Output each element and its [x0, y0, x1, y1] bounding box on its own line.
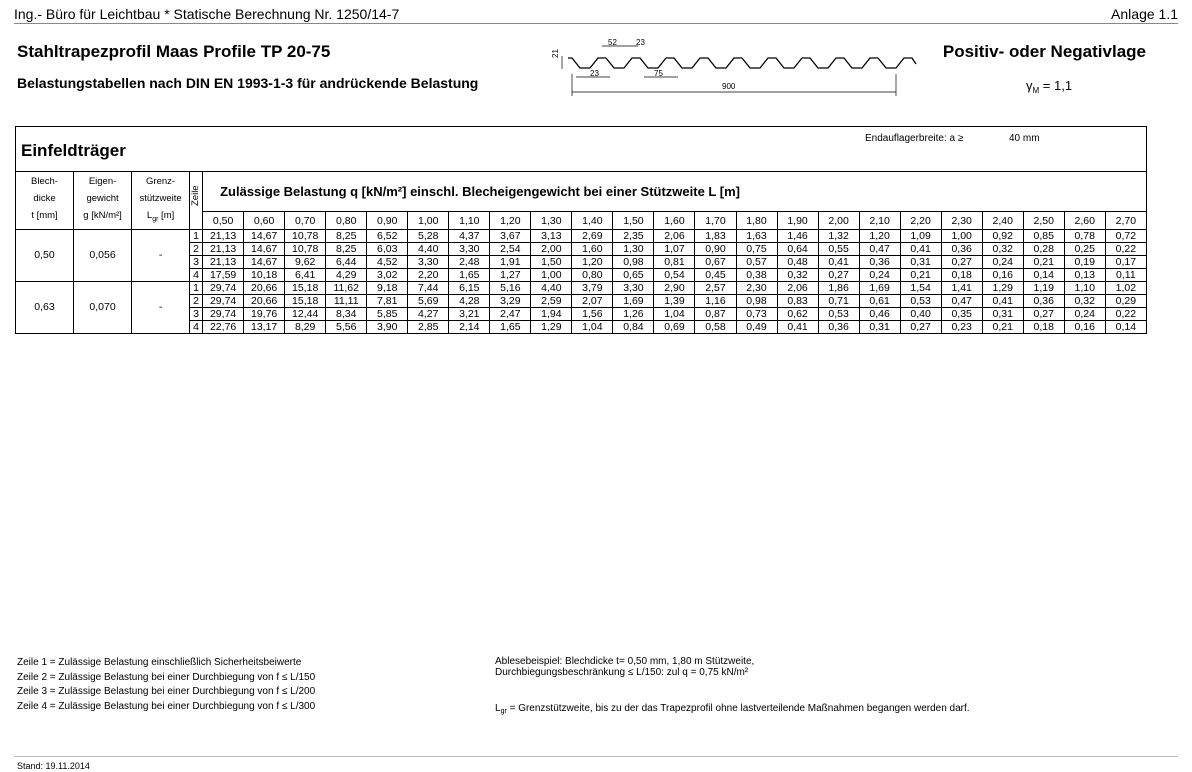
- load-value-cell: 21,13: [203, 242, 244, 255]
- load-value-cell: 0,53: [900, 294, 941, 307]
- load-value-cell: 11,62: [326, 281, 367, 294]
- load-value-cell: 21,13: [203, 229, 244, 242]
- load-value-cell: 10,18: [244, 268, 285, 281]
- zeile-cell: 4: [190, 268, 203, 281]
- load-value-cell: 3,21: [449, 307, 490, 320]
- span-value: 2,40: [982, 212, 1023, 230]
- load-value-cell: 3,29: [490, 294, 531, 307]
- load-value-cell: 0,54: [654, 268, 695, 281]
- dim-top2: 23: [636, 38, 645, 47]
- load-value-cell: 2,54: [490, 242, 531, 255]
- load-value-cell: 0,65: [613, 268, 654, 281]
- span-value: 1,70: [695, 212, 736, 230]
- load-value-cell: 0,90: [695, 242, 736, 255]
- load-value-cell: 0,53: [818, 307, 859, 320]
- gamma-factor: [1026, 78, 1072, 93]
- load-value-cell: 0,47: [859, 242, 900, 255]
- span-value: 1,10: [449, 212, 490, 230]
- load-value-cell: 1,32: [818, 229, 859, 242]
- table-row: [16, 229, 1147, 242]
- load-value-cell: 0,36: [941, 242, 982, 255]
- load-value-cell: 0,41: [900, 242, 941, 255]
- load-value-cell: 0,25: [1064, 242, 1105, 255]
- load-value-cell: 2,20: [408, 268, 449, 281]
- load-value-cell: 2,06: [777, 281, 818, 294]
- span-value: 2,10: [859, 212, 900, 230]
- load-value-cell: 3,30: [449, 242, 490, 255]
- lgr-subscript: gr: [500, 708, 507, 715]
- load-value-cell: 0,24: [859, 268, 900, 281]
- zeile-cell: 4: [190, 320, 203, 333]
- load-value-cell: 1,41: [941, 281, 982, 294]
- load-value-cell: 0,19: [1064, 255, 1105, 268]
- hdr-limit-symbol: L: [146, 210, 153, 221]
- limit-span-note: [495, 703, 970, 714]
- legend-line-3: Zeile 3 = Zulässige Belastung bei einer Durchbiegung von f ≤ L/200: [17, 686, 316, 697]
- load-value-cell: 0,40: [900, 307, 941, 320]
- load-value-cell: 1,16: [695, 294, 736, 307]
- load-value-cell: 1,10: [1064, 281, 1105, 294]
- span-value: 2,50: [1023, 212, 1064, 230]
- load-value-cell: 3,90: [367, 320, 408, 333]
- load-value-cell: 7,44: [408, 281, 449, 294]
- load-value-cell: 15,18: [285, 281, 326, 294]
- load-value-cell: 1,30: [613, 242, 654, 255]
- load-value-cell: 21,13: [203, 255, 244, 268]
- hdr-weight-l2: gewicht: [86, 193, 119, 204]
- load-value-cell: 0,57: [736, 255, 777, 268]
- load-value-cell: 0,27: [818, 268, 859, 281]
- load-value-cell: 1,02: [1105, 281, 1146, 294]
- load-value-cell: 0,31: [859, 320, 900, 333]
- hdr-weight-l3: g [kN/m²]: [83, 210, 122, 221]
- limit-cell: -: [132, 281, 190, 333]
- load-value-cell: 1,09: [900, 229, 941, 242]
- load-value-cell: 29,74: [203, 307, 244, 320]
- load-value-cell: 4,40: [408, 242, 449, 255]
- load-value-cell: 2,47: [490, 307, 531, 320]
- load-value-cell: 6,52: [367, 229, 408, 242]
- load-value-cell: 1,65: [490, 320, 531, 333]
- load-value-cell: 0,92: [982, 229, 1023, 242]
- load-value-cell: 0,49: [736, 320, 777, 333]
- load-value-cell: 3,30: [613, 281, 654, 294]
- span-header: Zulässige Belastung q [kN/m²] einschl. Blecheigengewicht bei einer Stützweite L [m]: [203, 172, 1147, 212]
- load-value-cell: 2,06: [654, 229, 695, 242]
- col-weight-header: [74, 172, 132, 230]
- load-value-cell: 0,28: [1023, 242, 1064, 255]
- load-value-cell: 1,63: [736, 229, 777, 242]
- load-value-cell: 8,29: [285, 320, 326, 333]
- load-value-cell: 0,22: [1105, 307, 1146, 320]
- load-value-cell: 1,46: [777, 229, 818, 242]
- zeile-label: Zeile: [190, 185, 202, 207]
- hdr-thickness-l2: dicke: [33, 193, 56, 204]
- hdr-weight-l1: Eigen-: [88, 176, 117, 187]
- load-value-cell: 9,18: [367, 281, 408, 294]
- load-value-cell: 0,78: [1064, 229, 1105, 242]
- hdr-thickness-l3: t [mm]: [31, 210, 58, 221]
- span-value: 1,20: [490, 212, 531, 230]
- span-value: 1,90: [777, 212, 818, 230]
- hdr-limit-unit: [m]: [158, 210, 175, 221]
- load-value-cell: 29,74: [203, 281, 244, 294]
- zeile-cell: 3: [190, 255, 203, 268]
- span-value: 0,70: [285, 212, 326, 230]
- lgr-symbol: L: [495, 703, 501, 714]
- load-value-cell: 0,36: [818, 320, 859, 333]
- load-value-cell: 2,07: [572, 294, 613, 307]
- load-value-cell: 0,32: [982, 242, 1023, 255]
- load-value-cell: 1,65: [449, 268, 490, 281]
- header-office: Ing.- Büro für Leichtbau * Statische Berechnung Nr. 1250/14-7: [14, 6, 400, 22]
- page-title: Stahltrapezprofil Maas Profile TP 20-75: [17, 42, 331, 61]
- position-label: Positiv- oder Negativlage: [942, 42, 1146, 61]
- load-value-cell: 3,13: [531, 229, 572, 242]
- load-value-cell: 0,11: [1105, 268, 1146, 281]
- load-value-cell: 1,04: [654, 307, 695, 320]
- load-value-cell: 3,79: [572, 281, 613, 294]
- span-value: 1,50: [613, 212, 654, 230]
- load-value-cell: 20,66: [244, 294, 285, 307]
- load-value-cell: 1,20: [859, 229, 900, 242]
- dim-height: 21: [551, 49, 560, 58]
- span-value: 1,40: [572, 212, 613, 230]
- legend-line-4: Zeile 4 = Zulässige Belastung bei einer Durchbiegung von f ≤ L/300: [17, 700, 316, 712]
- load-value-cell: 0,41: [982, 294, 1023, 307]
- load-value-cell: 4,27: [408, 307, 449, 320]
- load-value-cell: 8,25: [326, 242, 367, 255]
- load-value-cell: 1,69: [613, 294, 654, 307]
- load-value-cell: 2,59: [531, 294, 572, 307]
- load-value-cell: 1,29: [531, 320, 572, 333]
- load-value-cell: 1,83: [695, 229, 736, 242]
- load-value-cell: 0,24: [1064, 307, 1105, 320]
- support-width-value: 40 mm: [1009, 133, 1040, 144]
- load-value-cell: 3,67: [490, 229, 531, 242]
- load-value-cell: 5,16: [490, 281, 531, 294]
- load-value-cell: 14,67: [244, 229, 285, 242]
- hdr-limit-l3: [133, 207, 188, 228]
- load-value-cell: 0,38: [736, 268, 777, 281]
- load-value-cell: 0,47: [941, 294, 982, 307]
- load-value-cell: 14,67: [244, 255, 285, 268]
- span-value: 2,60: [1064, 212, 1105, 230]
- span-value: 2,30: [941, 212, 982, 230]
- load-value-cell: 1,27: [490, 268, 531, 281]
- load-value-cell: 0,18: [941, 268, 982, 281]
- load-value-cell: 1,54: [900, 281, 941, 294]
- load-value-cell: 3,30: [408, 255, 449, 268]
- load-value-cell: 2,35: [613, 229, 654, 242]
- load-value-cell: 1,20: [572, 255, 613, 268]
- load-value-cell: 5,28: [408, 229, 449, 242]
- load-value-cell: 1,29: [982, 281, 1023, 294]
- document-header: [14, 4, 1178, 24]
- load-value-cell: 5,85: [367, 307, 408, 320]
- example-line-2: Durchbiegungsbeschränkung ≤ L/150: zul q = 0,75 kN/m²: [495, 667, 749, 678]
- load-value-cell: 0,62: [777, 307, 818, 320]
- load-value-cell: 0,73: [736, 307, 777, 320]
- load-value-cell: 0,32: [1064, 294, 1105, 307]
- load-value-cell: 0,14: [1105, 320, 1146, 333]
- load-value-cell: 19,76: [244, 307, 285, 320]
- legend-line-1: Zeile 1 = Zulässige Belastung einschließlich Sicherheitsbeiwerte: [17, 657, 302, 668]
- load-value-cell: 0,27: [900, 320, 941, 333]
- load-value-cell: 0,84: [613, 320, 654, 333]
- reading-example: [495, 656, 754, 678]
- load-value-cell: 2,30: [736, 281, 777, 294]
- load-value-cell: 1,00: [531, 268, 572, 281]
- load-value-cell: 1,91: [490, 255, 531, 268]
- span-value: 0,80: [326, 212, 367, 230]
- load-value-cell: 0,83: [777, 294, 818, 307]
- col-limit-header: [132, 172, 190, 230]
- load-value-cell: 0,75: [736, 242, 777, 255]
- table-row: [16, 281, 1147, 294]
- span-value: 0,50: [203, 212, 244, 230]
- dim-pitch: 75: [654, 69, 663, 78]
- lgr-text: = Grenzstützweite, bis zu der das Trapezprofil ohne lastverteilende Maßnahmen begangen werden darf.: [506, 703, 970, 714]
- weight-cell: 0,056: [74, 229, 132, 281]
- load-value-cell: 5,56: [326, 320, 367, 333]
- weight-cell: 0,070: [74, 281, 132, 333]
- load-value-cell: 20,66: [244, 281, 285, 294]
- thickness-cell: 0,63: [16, 281, 74, 333]
- load-value-cell: 2,14: [449, 320, 490, 333]
- load-value-cell: 1,26: [613, 307, 654, 320]
- load-value-cell: 0,27: [941, 255, 982, 268]
- load-value-cell: 4,29: [326, 268, 367, 281]
- dim-top1: 52: [608, 38, 617, 47]
- load-value-cell: 0,98: [613, 255, 654, 268]
- load-value-cell: 0,31: [982, 307, 1023, 320]
- load-value-cell: 1,00: [941, 229, 982, 242]
- load-value-cell: 2,48: [449, 255, 490, 268]
- load-value-cell: 1,39: [654, 294, 695, 307]
- legend-line-2: Zeile 2 = Zulässige Belastung bei einer Durchbiegung von f ≤ L/150: [17, 671, 316, 683]
- hdr-limit-l2: stützweite: [139, 193, 182, 204]
- load-value-cell: 0,17: [1105, 255, 1146, 268]
- span-value: 2,20: [900, 212, 941, 230]
- stand-date: Stand: 19.11.2014: [17, 761, 90, 771]
- load-value-cell: 10,78: [285, 229, 326, 242]
- gamma-symbol: γ: [1026, 78, 1033, 93]
- load-value-cell: 2,69: [572, 229, 613, 242]
- span-value: 2,00: [818, 212, 859, 230]
- load-value-cell: 1,69: [859, 281, 900, 294]
- col-thickness-header: [16, 172, 74, 230]
- span-value: 0,90: [367, 212, 408, 230]
- load-value-cell: 0,36: [859, 255, 900, 268]
- load-value-cell: 0,41: [818, 255, 859, 268]
- load-value-cell: 0,18: [1023, 320, 1064, 333]
- dim-width: 900: [722, 82, 736, 91]
- load-value-cell: 0,48: [777, 255, 818, 268]
- load-value-cell: 8,25: [326, 229, 367, 242]
- load-value-cell: 2,85: [408, 320, 449, 333]
- load-value-cell: 0,21: [900, 268, 941, 281]
- load-value-cell: 0,21: [982, 320, 1023, 333]
- footer-divider: [14, 756, 1178, 757]
- load-value-cell: 0,16: [982, 268, 1023, 281]
- support-width-label: Endauflagerbreite: a ≥: [865, 133, 964, 144]
- gamma-subscript: M: [1032, 86, 1040, 95]
- limit-cell: -: [132, 229, 190, 281]
- load-value-cell: 1,50: [531, 255, 572, 268]
- load-value-cell: 2,57: [695, 281, 736, 294]
- load-value-cell: 0,22: [1105, 242, 1146, 255]
- load-value-cell: 14,67: [244, 242, 285, 255]
- load-value-cell: 4,28: [449, 294, 490, 307]
- load-value-cell: 8,34: [326, 307, 367, 320]
- load-value-cell: 0,87: [695, 307, 736, 320]
- load-value-cell: 11,11: [326, 294, 367, 307]
- span-value: 1,30: [531, 212, 572, 230]
- col-zeile-header: [190, 172, 203, 230]
- load-value-cell: 1,56: [572, 307, 613, 320]
- load-value-cell: 7,81: [367, 294, 408, 307]
- load-value-cell: 4,40: [531, 281, 572, 294]
- section-heading: Einfeldträger: [21, 141, 126, 160]
- load-value-cell: 0,58: [695, 320, 736, 333]
- load-value-cell: 6,03: [367, 242, 408, 255]
- load-value-cell: 22,76: [203, 320, 244, 333]
- legend: [17, 656, 315, 714]
- load-value-cell: 6,15: [449, 281, 490, 294]
- load-value-cell: 3,02: [367, 268, 408, 281]
- dim-bottom1: 23: [590, 69, 599, 78]
- load-value-cell: 0,45: [695, 268, 736, 281]
- load-value-cell: 0,23: [941, 320, 982, 333]
- load-value-cell: 5,69: [408, 294, 449, 307]
- load-value-cell: 1,04: [572, 320, 613, 333]
- span-value: 2,70: [1105, 212, 1146, 230]
- load-value-cell: 0,64: [777, 242, 818, 255]
- load-value-cell: 0,55: [818, 242, 859, 255]
- thickness-cell: 0,50: [16, 229, 74, 281]
- page-subtitle: Belastungstabellen nach DIN EN 1993-1-3 für andrückende Belastung: [17, 75, 479, 91]
- load-value-cell: 0,41: [777, 320, 818, 333]
- load-value-cell: 0,81: [654, 255, 695, 268]
- load-value-cell: 0,69: [654, 320, 695, 333]
- load-value-cell: 6,41: [285, 268, 326, 281]
- load-value-cell: 1,19: [1023, 281, 1064, 294]
- load-value-cell: 4,52: [367, 255, 408, 268]
- header-appendix: Anlage 1.1: [1111, 6, 1178, 22]
- span-value: 0,60: [244, 212, 285, 230]
- load-value-cell: 1,94: [531, 307, 572, 320]
- load-value-cell: 0,67: [695, 255, 736, 268]
- load-value-cell: 9,62: [285, 255, 326, 268]
- span-value: 1,80: [736, 212, 777, 230]
- load-value-cell: 0,71: [818, 294, 859, 307]
- load-value-cell: 29,74: [203, 294, 244, 307]
- load-value-cell: 0,14: [1023, 268, 1064, 281]
- load-value-cell: 1,86: [818, 281, 859, 294]
- gamma-value: = 1,1: [1042, 78, 1073, 93]
- load-value-cell: 10,78: [285, 242, 326, 255]
- load-value-cell: 0,36: [1023, 294, 1064, 307]
- load-value-cell: 0,31: [900, 255, 941, 268]
- hdr-thickness-l1: Blech-: [31, 176, 58, 187]
- load-value-cell: 0,24: [982, 255, 1023, 268]
- load-value-cell: 4,37: [449, 229, 490, 242]
- load-value-cell: 0,46: [859, 307, 900, 320]
- span-value: 1,00: [408, 212, 449, 230]
- zeile-cell: 1: [190, 229, 203, 242]
- zeile-cell: 3: [190, 307, 203, 320]
- load-value-cell: 2,00: [531, 242, 572, 255]
- load-value-cell: 0,61: [859, 294, 900, 307]
- profile-drawing: [550, 34, 930, 98]
- load-value-cell: 0,13: [1064, 268, 1105, 281]
- load-value-cell: 0,35: [941, 307, 982, 320]
- load-value-cell: 15,18: [285, 294, 326, 307]
- example-line-1: Ablesebeispiel: Blechdicke t= 0,50 mm, 1,80 m Stützweite,: [495, 656, 755, 667]
- load-value-cell: 0,27: [1023, 307, 1064, 320]
- load-value-cell: 0,98: [736, 294, 777, 307]
- load-value-cell: 12,44: [285, 307, 326, 320]
- load-value-cell: 0,16: [1064, 320, 1105, 333]
- load-value-cell: 2,90: [654, 281, 695, 294]
- load-value-cell: 13,17: [244, 320, 285, 333]
- load-value-cell: 1,07: [654, 242, 695, 255]
- hdr-limit-l1: Grenz-: [146, 176, 176, 187]
- load-value-cell: 0,29: [1105, 294, 1146, 307]
- span-value: 1,60: [654, 212, 695, 230]
- hdr-limit-sub: gr: [152, 215, 159, 223]
- zeile-cell: 2: [190, 242, 203, 255]
- load-value-cell: 0,72: [1105, 229, 1146, 242]
- section-header: [15, 126, 1147, 171]
- load-value-cell: 0,85: [1023, 229, 1064, 242]
- load-table: [15, 171, 1147, 334]
- load-value-cell: 0,80: [572, 268, 613, 281]
- load-value-cell: 1,60: [572, 242, 613, 255]
- load-value-cell: 0,32: [777, 268, 818, 281]
- zeile-cell: 1: [190, 281, 203, 294]
- load-value-cell: 0,21: [1023, 255, 1064, 268]
- load-value-cell: 17,59: [203, 268, 244, 281]
- load-value-cell: 6,44: [326, 255, 367, 268]
- zeile-cell: 2: [190, 294, 203, 307]
